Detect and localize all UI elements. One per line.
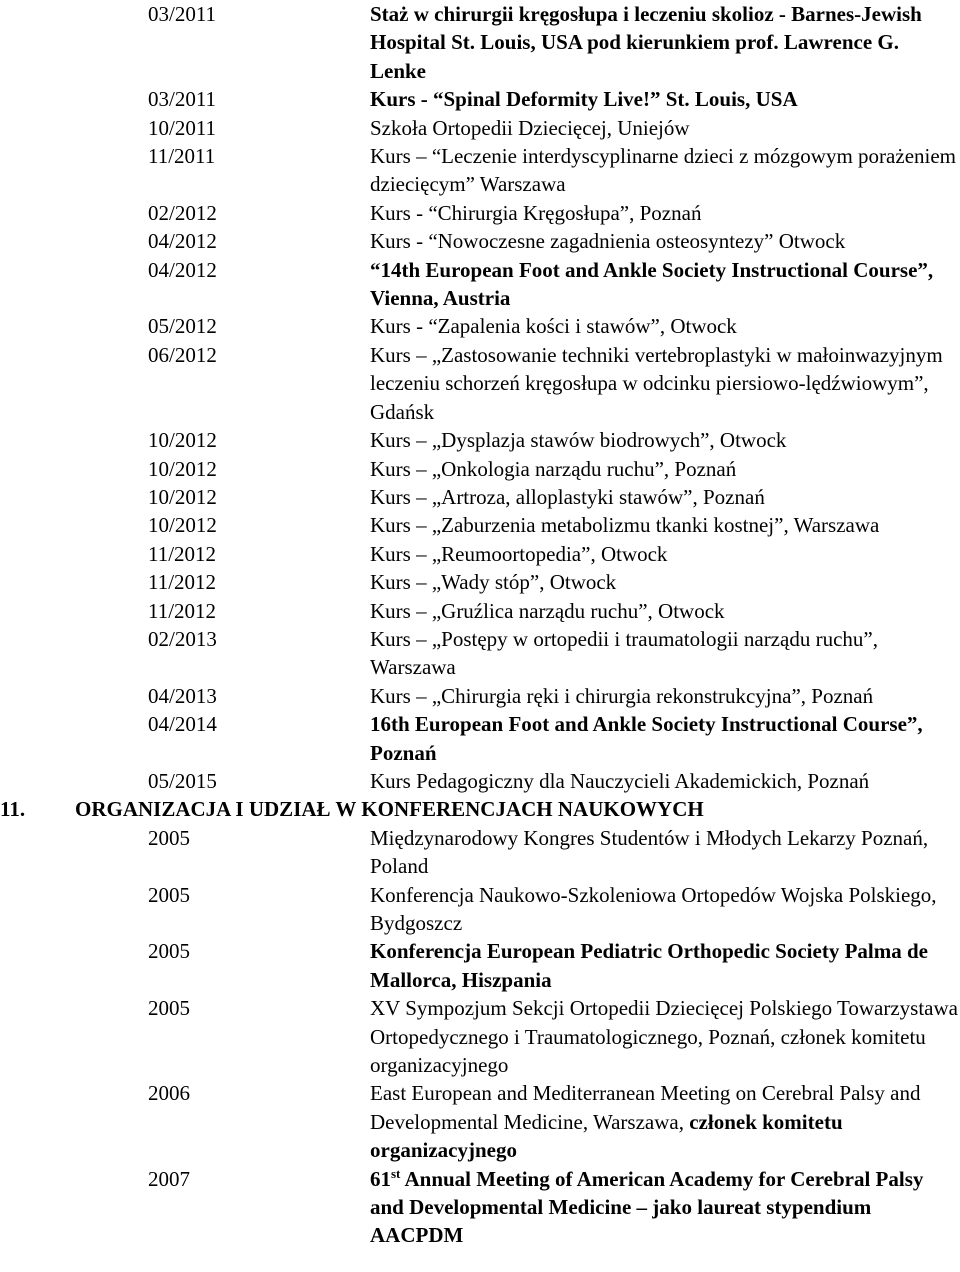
course-row	[0, 511, 960, 539]
conference-text-bold: członek komitetu organizacyjnego	[370, 1109, 843, 1163]
course-row	[0, 568, 960, 596]
course-date: 06/2012	[148, 342, 217, 367]
conference-row	[0, 881, 960, 938]
course-text: Kurs Pedagogiczny dla Nauczycieli Akademickich, Poznań	[370, 768, 870, 793]
course-row	[0, 256, 960, 313]
course-date: 04/2012	[148, 257, 217, 282]
course-row	[0, 625, 960, 682]
conference-row	[0, 937, 960, 994]
course-row	[0, 227, 960, 255]
course-row	[0, 426, 960, 454]
course-row	[0, 597, 960, 625]
course-row	[0, 682, 960, 710]
course-text: Staż w chirurgii kręgosłupa i leczeniu skolioz - Barnes-Jewish Hospital St. Louis, USA pod kierunkiem prof. Lawrence G. Lenke	[370, 2, 922, 83]
conference-text: Konferencja Naukowo-Szkoleniowa Ortopedów Wojska Polskiego, Bydgoszcz	[370, 882, 937, 935]
course-row	[0, 0, 960, 85]
course-date: 10/2012	[148, 456, 217, 481]
conference-year: 2005	[148, 825, 190, 850]
course-row	[0, 483, 960, 511]
course-row	[0, 767, 960, 795]
course-row	[0, 199, 960, 227]
course-text: 16th European Foot and Ankle Society Instructional Course”, Poznań	[370, 712, 923, 765]
course-date: 02/2013	[148, 626, 217, 651]
conference-row	[0, 1165, 960, 1250]
conference-text: XV Sympozjum Sekcji Ortopedii Dziecięcej Polskiego Towarzystawa Ortopedycznego i Traumatologicznego, Poznań, członek komitetu organizacyjnego	[370, 996, 958, 1078]
course-row	[0, 455, 960, 483]
course-date: 02/2012	[148, 200, 217, 225]
course-row	[0, 540, 960, 568]
ordinal-number: 61	[370, 1166, 391, 1191]
course-date: 05/2012	[148, 314, 217, 339]
course-date: 03/2011	[148, 87, 217, 112]
conference-row	[0, 994, 960, 1079]
course-text: “14th European Foot and Ankle Society Instructional Course”, Vienna, Austria	[370, 257, 934, 311]
course-text: Kurs – „Chirurgia ręki i chirurgia rekonstrukcyjna”, Poznań	[370, 683, 874, 708]
course-date: 04/2012	[148, 229, 217, 254]
section-title: ORGANIZACJA I UDZIAŁ W KONFERENCJACH NAUKOWYCH	[75, 797, 704, 822]
course-text: Kurs - “Zapalenia kości i stawów”, Otwock	[370, 314, 737, 339]
conference-row	[0, 1079, 960, 1164]
section-heading	[0, 795, 960, 823]
course-row	[0, 85, 960, 113]
conference-year: 2005	[148, 882, 190, 907]
course-text: Szkoła Ortopedii Dziecięcej, Uniejów	[370, 115, 690, 140]
course-text: Kurs – „Zastosowanie techniki vertebroplastyki w małoinwazyjnym leczeniu schorzeń kręgosłupa w odcinku piersiowo-lędźwiowym”, Gdańsk	[370, 342, 943, 424]
ordinal-suffix: st	[391, 1165, 401, 1181]
conference-text-plain: East European and Mediterranean Meeting on Cerebral Palsy and Developmental Medicine, Warszawa,	[370, 1081, 921, 1134]
course-text: Kurs – „Onkologia narządu ruchu”, Poznań	[370, 456, 737, 481]
conference-year: 2005	[148, 996, 190, 1021]
course-row	[0, 114, 960, 142]
course-date: 11/2011	[148, 144, 216, 169]
conference-year: 2006	[148, 1081, 190, 1106]
course-row	[0, 341, 960, 426]
conference-text: Międzynarodowy Kongres Studentów i Młodych Lekarzy Poznań, Poland	[370, 825, 929, 879]
course-text: Kurs – „Gruźlica narządu ruchu”, Otwock	[370, 598, 725, 623]
course-date: 11/2012	[148, 541, 217, 566]
course-text: Kurs – „Zaburzenia metabolizmu tkanki kostnej”, Warszawa	[370, 513, 880, 538]
conference-year: 2005	[148, 939, 190, 964]
conference-row	[0, 824, 960, 881]
course-row	[0, 142, 960, 199]
course-row	[0, 312, 960, 340]
course-date: 11/2012	[148, 598, 217, 623]
course-text: Kurs – „Reumoortopedia”, Otwock	[370, 541, 668, 566]
course-date: 03/2011	[148, 2, 217, 26]
course-date: 04/2014	[148, 712, 217, 737]
course-date: 10/2011	[148, 115, 217, 140]
course-row	[0, 710, 960, 767]
conference-text-rest: Annual Meeting of American Academy for Cerebral Palsy and Developmental Medicine – jako laureat stypendium AACPDM	[370, 1166, 924, 1248]
course-text: Kurs – “Leczenie interdyscyplinarne dzieci z mózgowym porażeniem dziecięcym” Warszawa	[370, 144, 957, 197]
conference-text: Konferencja European Pediatric Orthopedic Society Palma de Mallorca, Hiszpania	[370, 939, 928, 992]
course-date: 10/2012	[148, 484, 217, 509]
course-text: Kurs – „Artroza, alloplastyki stawów”, Poznań	[370, 484, 765, 509]
section-number: 11.	[0, 797, 26, 822]
course-date: 11/2012	[148, 570, 217, 595]
course-date: 05/2015	[148, 768, 217, 793]
course-text: Kurs - “Chirurgia Kręgosłupa”, Poznań	[370, 200, 702, 225]
course-date: 10/2012	[148, 428, 217, 453]
conference-text	[370, 1165, 960, 1250]
course-text: Kurs – „Wady stóp”, Otwock	[370, 570, 617, 595]
conferences-list	[0, 824, 960, 1250]
course-date: 10/2012	[148, 513, 217, 538]
conference-year: 2007	[148, 1166, 190, 1191]
course-text: Kurs – „Postępy w ortopedii i traumatologii narządu ruchu”, Warszawa	[370, 626, 878, 680]
course-text: Kurs - “Nowoczesne zagadnienia osteosyntezy” Otwock	[370, 229, 846, 254]
course-text: Kurs - “Spinal Deformity Live!” St. Louis, USA	[370, 87, 798, 112]
course-date: 04/2013	[148, 683, 217, 708]
conference-text	[370, 1079, 960, 1164]
course-text: Kurs – „Dysplazja stawów biodrowych”, Otwock	[370, 428, 787, 453]
